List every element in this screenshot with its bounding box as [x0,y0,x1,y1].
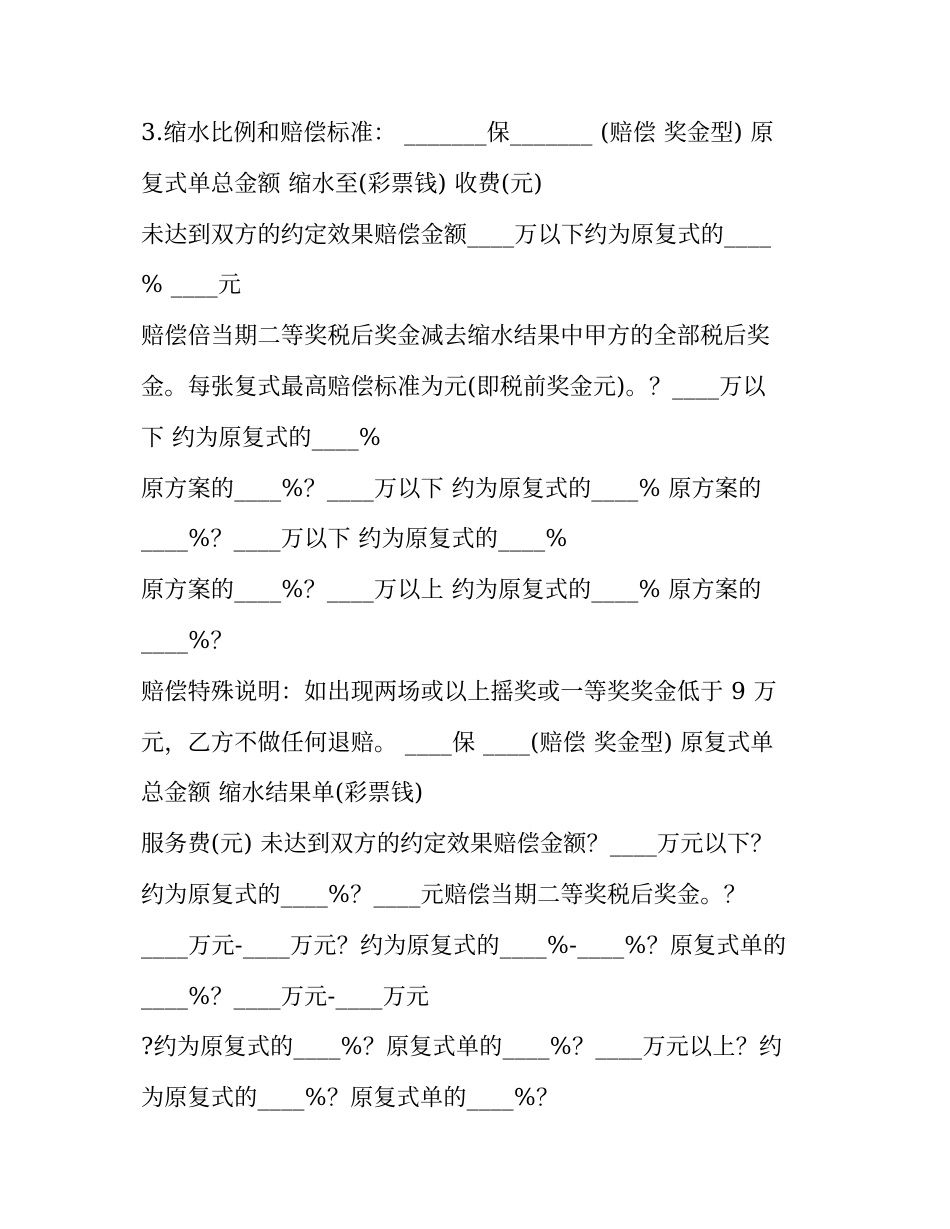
text-line: 赔偿特殊说明：如出现两场或以上摇奖或一等奖奖金低于 9 万 [141,678,777,705]
text-line: ____%？ [141,627,234,654]
text-line: ?约为原复式的____%？原复式单的____%？____万元以上？约 [141,1034,783,1061]
text-line: 金。每张复式最高赔偿标准为元(即税前奖金元)。？____万以 [141,373,766,400]
document-body [141,108,831,1124]
text-line: 原方案的____%？____万以下 约为原复式的____% 原方案的 [141,475,762,502]
text-line: ____%？____万元-____万元 [141,983,430,1010]
text-line: 总金额 缩水结果单(彩票钱) [141,780,424,807]
text-line: 约为原复式的____%？____元赔偿当期二等奖税后奖金。？ [141,881,747,908]
text-line: 原方案的____%？____万以上 约为原复式的____% 原方案的 [141,577,762,604]
text-line: ____%？____万以下 约为原复式的____% [141,526,568,553]
text-line: 未达到双方的约定效果赔偿金额____万以下约为原复式的____ [141,221,772,248]
text-line: 元，乙方不做任何退赔。 ____保 ____(赔偿 奖金型) 原复式单 [141,729,774,756]
text-line: 赔偿倍当期二等奖税后奖金减去缩水结果中甲方的全部税后奖 [141,323,771,350]
text-line: 3.缩水比例和赔偿标准： _______保_______ (赔偿 奖金型) 原 [141,120,774,146]
text-line: ____万元-____万元？约为原复式的____%-____%？原复式单的 [141,932,787,959]
text-line: 复式单总金额 缩水至(彩票钱) 收费(元) [141,170,543,197]
text-line: 为原复式的____%？原复式单的____%？ [141,1085,560,1112]
text-line: 服务费(元) 未达到双方的约定效果赔偿金额？____万元以下？ [141,831,774,858]
text-line: 下 约为原复式的____% [141,424,382,451]
text-line: % ____元 [141,272,242,299]
